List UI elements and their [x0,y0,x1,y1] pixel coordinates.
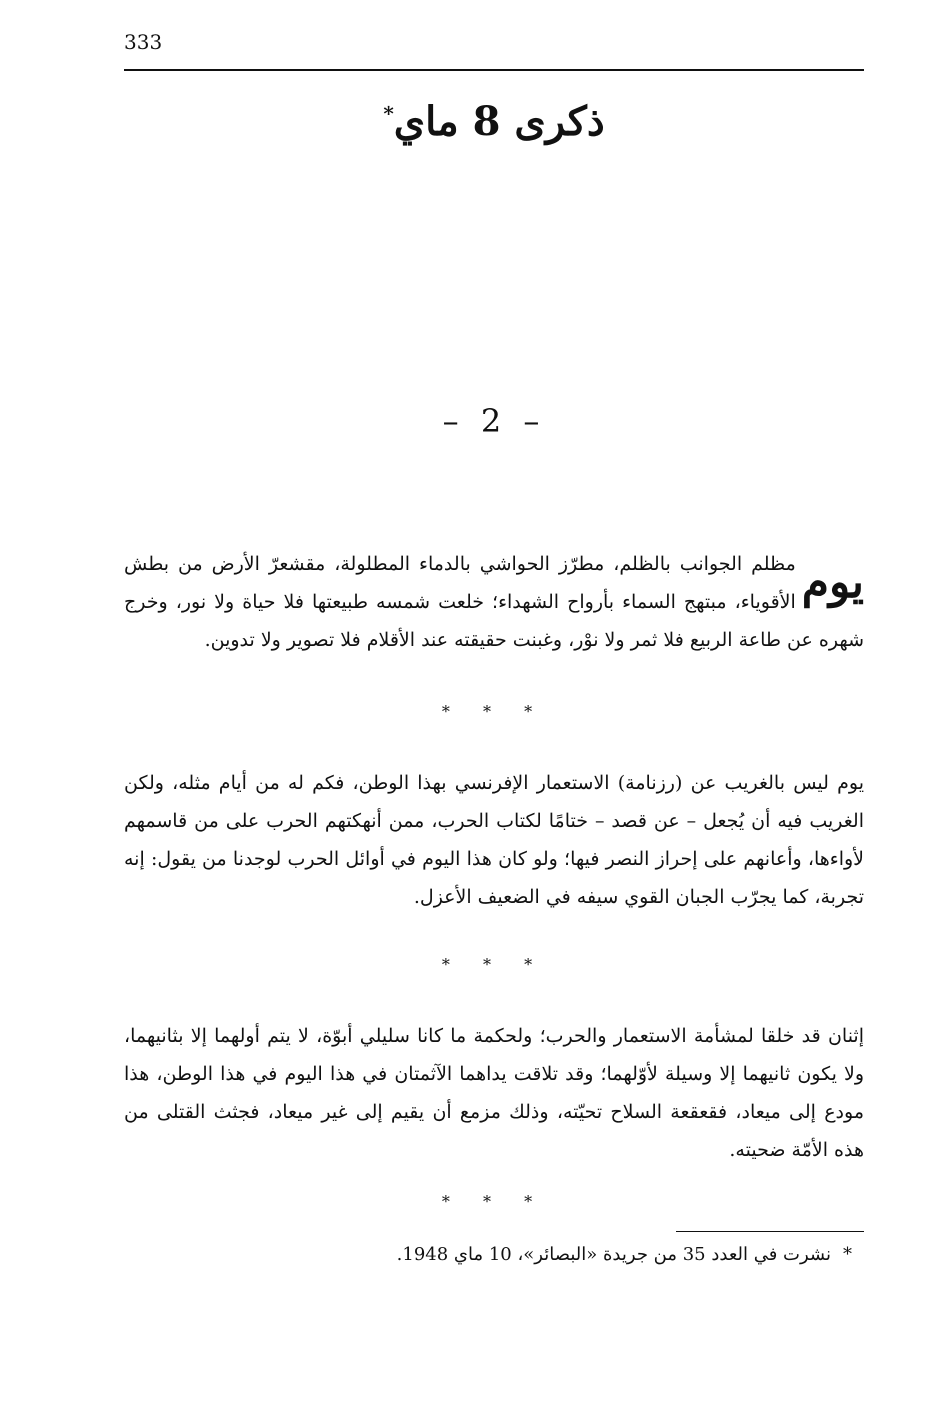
drop-cap: يوم [801,557,864,608]
page-title [124,98,864,145]
paragraph-3: إثنان قد خلقا لمشأمة الاستعمار والحرب؛ ولحكمة ما كانا سليلي أبوّة، لا يتم أولهما إلا بثانيهما، ولا يكون ثانيهما إلا وسيلة لأوّلهما؛ وقد تلاقت يداهما الآثمتان في هذا اليوم في هذا الوطن، هذا مودع إلى ميعاد، فقعقعة السلاح تحيّته، وذلك مزمع أن يقيم إلى غير ميعاد، فجثث القتلى من هذه الأمّة ضحيته. [124,1025,865,1161]
paragraph-1 [124,545,864,659]
paragraph-text: مظلم الجوانب بالظلم، مطرّز الحواشي بالدماء المطلولة، مقشعرّ الأرض من بطش الأقوياء، مبتهج السماء بأرواح الشهداء؛ خلعت شمسه طبيعتها فلا حياة ولا نور، وخرج شهره عن طاعة الربيع فلا ثمر ولا نوْر، وغبنت حقيقته عند الأقلام فلا تصوير ولا تدوين. [124,553,864,651]
footnote-marker: * [843,1244,852,1265]
separator-stars-2: * * * [441,955,547,974]
title-text: ذكرى 8 ماي [393,98,605,145]
footnote-text: نشرت في العدد 35 من جريدة «البصائر»، 10 ماي 1948. [396,1244,831,1265]
title-footnote-marker: * [383,101,394,126]
footnote-rule [676,1231,864,1232]
paragraph-2: يوم ليس بالغريب عن (رزنامة) الاستعمار الإفرنسي بهذا الوطن، فكم له من أيام مثله، ولكن الغريب فيه أن يُجعل – عن قصد – ختامًا لكتاب الحرب، ممن أنهكتهم الحرب على من قاسمهم لأواءها، وأعانهم على إحراز النصر فيها؛ ولو كان هذا اليوم في أوائل الحرب لوجدنا من يقول: إنه تجربة، كما يجرّب الجبان القوي سيفه في الضعيف الأعزل. [124,772,864,908]
section-number: – 2 – [442,402,546,440]
separator-stars-1: * * * [441,702,547,721]
page-number: 333 [124,30,163,54]
footnote [124,1240,852,1270]
separator-stars-3: * * * [441,1192,547,1211]
header-rule [124,69,864,71]
